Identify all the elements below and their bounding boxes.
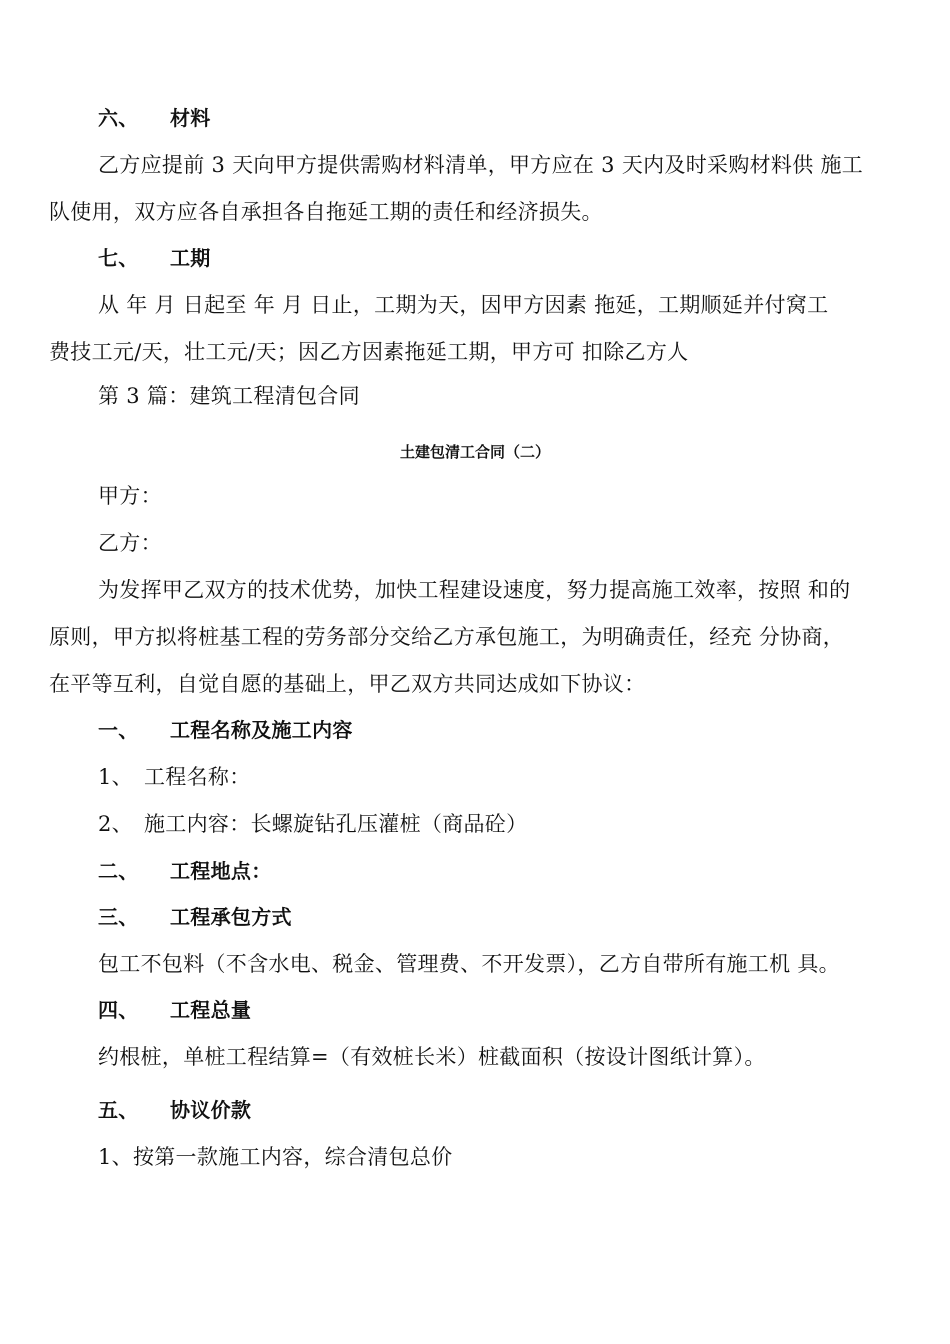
list-item [98, 810, 527, 838]
item-number: 1、 [98, 765, 133, 789]
section-heading-price [98, 1096, 251, 1124]
item-text: 施工内容：长螺旋钻孔压灌桩（商品砼） [144, 812, 528, 836]
section-number: 七、 [98, 246, 139, 270]
section-title: 协议价款 [170, 1098, 252, 1122]
item-number: 2、 [98, 812, 133, 836]
party-a-label: 甲方： [98, 484, 162, 508]
section-title: 工程名称及施工内容 [170, 718, 353, 742]
section-title: 工程总量 [170, 998, 252, 1022]
section-number: 二、 [98, 859, 139, 883]
section-number: 一、 [98, 718, 139, 742]
paragraph-line: 1、按第一款施工内容，综合清包总价 [98, 1145, 453, 1169]
paragraph-line: 乙方应提前 3 天向甲方提供需购材料清单，甲方应在 3 天内及时采购材料供 施工 [98, 153, 864, 177]
paragraph-line: 在平等互利，自觉自愿的基础上，甲乙双方共同达成如下协议： [49, 672, 646, 696]
party-b-label: 乙方： [98, 531, 162, 555]
section-heading-schedule [98, 244, 211, 272]
paragraph-line: 原则，甲方拟将桩基工程的劳务部分交给乙方承包施工，为明确责任，经充 分协商， [49, 625, 845, 649]
paragraph-line: 为发挥甲乙双方的技术优势，加快工程建设速度，努力提高施工效率，按照 和的 [98, 578, 851, 602]
paragraph-line: 约根桩，单桩工程结算=（有效桩长米）桩截面积（按设计图纸计算）。 [98, 1045, 766, 1069]
section-number: 四、 [98, 998, 139, 1022]
list-item [98, 763, 251, 791]
contract-title: 土建包清工合同（二） [399, 443, 550, 461]
part-title: 第 3 篇：建筑工程清包合同 [98, 384, 360, 408]
item-text: 工程名称： [144, 765, 251, 789]
section-heading-project-name [98, 716, 353, 744]
paragraph-line: 费技工元/天，壮工元/天；因乙方因素拖延工期，甲方可 扣除乙方人 [49, 340, 689, 364]
paragraph-line: 从 年 月 日起至 年 月 日止，工期为天，因甲方因素 拖延，工期顺延并付窝工 [98, 293, 829, 317]
paragraph-line: 队使用，双方应各自承担各自拖延工期的责任和经济损失。 [49, 200, 603, 224]
section-title: 工程地点： [170, 859, 272, 883]
section-title: 材料 [170, 106, 211, 130]
section-title: 工程承包方式 [170, 905, 292, 929]
section-number: 六、 [98, 106, 139, 130]
section-title: 工期 [170, 246, 211, 270]
section-heading-quantity [98, 996, 251, 1024]
section-heading-contract-method [98, 903, 292, 931]
section-heading-materials [98, 104, 211, 132]
paragraph-line: 包工不包料（不含水电、税金、管理费、不开发票），乙方自带所有施工机 具。 [98, 952, 840, 976]
section-number: 三、 [98, 905, 139, 929]
section-heading-location [98, 857, 272, 885]
section-number: 五、 [98, 1098, 139, 1122]
